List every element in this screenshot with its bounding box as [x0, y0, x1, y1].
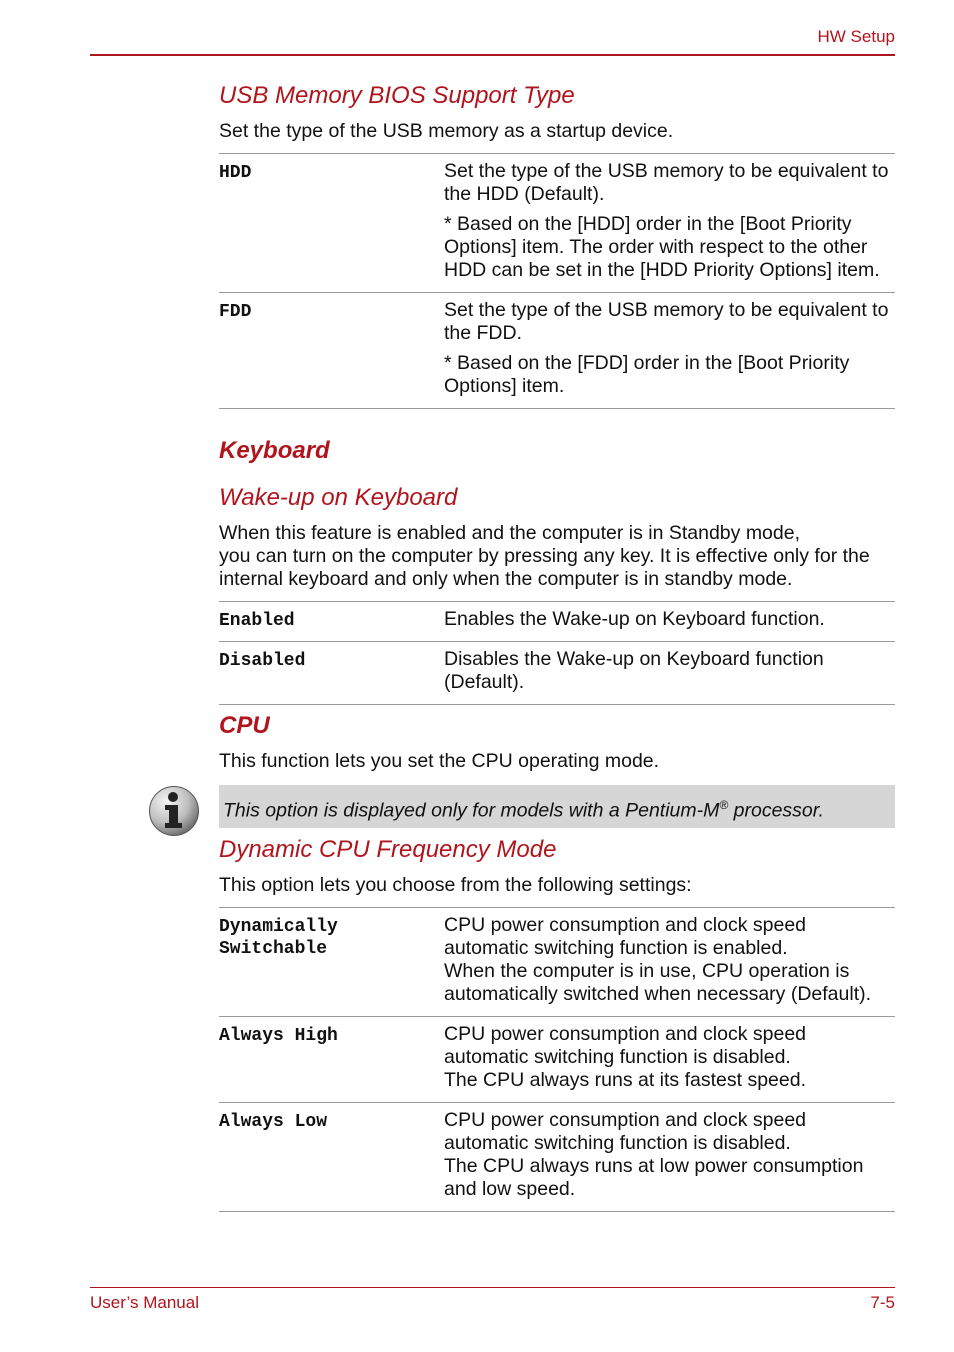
wakeup-intro — [219, 522, 895, 591]
option-key — [219, 1103, 444, 1212]
table-row — [219, 602, 895, 642]
page-number: 7-5 — [870, 1293, 895, 1312]
usb-heading: USB Memory BIOS Support Type — [219, 82, 575, 109]
table-row — [219, 642, 895, 705]
table-row — [219, 293, 895, 409]
wakeup-intro-line: When this feature is enabled and the computer is in Standby mode, — [219, 522, 801, 544]
option-key — [219, 1017, 444, 1103]
wakeup-intro-line: you can turn on the computer by pressing any key. It is effective only for the internal keyboard and only when the computer is in standby mode. — [219, 545, 870, 590]
dynamic-cpu-intro: This option lets you choose from the following settings: — [219, 874, 692, 896]
option-description — [444, 154, 895, 293]
option-description — [444, 642, 895, 705]
option-desc-line: Set the type of the USB memory to be equivalent to the FDD. — [444, 299, 889, 344]
option-key-line: Always Low — [219, 1112, 328, 1132]
info-icon — [148, 785, 200, 837]
option-key: HDD — [219, 163, 252, 183]
option-key-line: Switchable — [219, 939, 328, 959]
option-key — [219, 908, 444, 1017]
option-desc-line: Disables the Wake-up on Keyboard function (Default). — [444, 648, 824, 693]
note-text — [223, 794, 824, 823]
keyboard-heading: Keyboard — [219, 437, 330, 464]
dynamic-cpu-heading: Dynamic CPU Frequency Mode — [219, 836, 557, 863]
option-desc-line: CPU power consumption and clock speed automatic switching function is disabled. — [444, 1109, 807, 1154]
option-description — [444, 908, 895, 1017]
option-key: Disabled — [219, 651, 306, 671]
note-text-end: processor. — [728, 799, 824, 822]
running-header: HW Setup — [817, 27, 895, 46]
option-desc-line: * Based on the [HDD] order in the [Boot Priority Options] item. The order with respect to the other HDD can be set in the [HDD Priority Options] item. — [444, 213, 880, 281]
cpu-heading: CPU — [219, 712, 270, 739]
option-key: FDD — [219, 302, 252, 322]
option-description — [444, 1103, 895, 1212]
option-key-line: Always High — [219, 1026, 338, 1046]
option-desc-line: The CPU always runs at low power consumption and low speed. — [444, 1155, 864, 1200]
table-row — [219, 908, 895, 1017]
table-row — [219, 1103, 895, 1212]
option-key: Enabled — [219, 611, 295, 631]
option-desc-line: * Based on the [FDD] order in the [Boot Priority Options] item. — [444, 352, 850, 397]
keyboard-options-table — [219, 601, 895, 705]
footer-rule — [90, 1287, 895, 1288]
usb-options-table — [219, 153, 895, 409]
wakeup-heading: Wake-up on Keyboard — [219, 484, 458, 511]
option-desc-line: When the computer is in use, CPU operation is automatically switched when necessary (Default). — [444, 960, 872, 1005]
option-desc-line: Enables the Wake-up on Keyboard function. — [444, 608, 825, 630]
option-desc-line: CPU power consumption and clock speed automatic switching function is enabled. — [444, 914, 807, 959]
option-key-line: Dynamically — [219, 917, 338, 937]
note-box — [219, 785, 895, 828]
option-description — [444, 1017, 895, 1103]
footer-manual-title: User’s Manual — [90, 1293, 199, 1312]
table-row — [219, 154, 895, 293]
registered-mark: ® — [719, 798, 729, 812]
cpu-options-table — [219, 907, 895, 1212]
option-desc-line: The CPU always runs at its fastest speed. — [444, 1069, 806, 1091]
option-desc-line: CPU power consumption and clock speed automatic switching function is disabled. — [444, 1023, 807, 1068]
cpu-intro: This function lets you set the CPU operating mode. — [219, 750, 660, 772]
option-desc-line: Set the type of the USB memory to be equivalent to the HDD (Default). — [444, 160, 889, 205]
option-description — [444, 602, 895, 642]
table-row — [219, 1017, 895, 1103]
usb-intro: Set the type of the USB memory as a startup device. — [219, 120, 674, 142]
note-text-main: This option is displayed only for models with a Pentium-M — [223, 799, 720, 822]
header-rule — [90, 54, 895, 56]
option-description — [444, 293, 895, 409]
